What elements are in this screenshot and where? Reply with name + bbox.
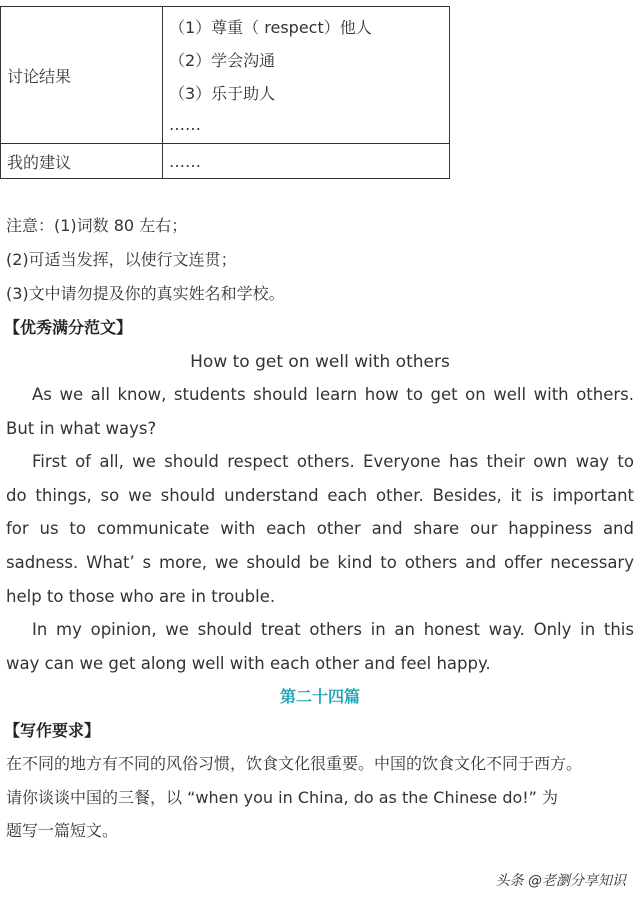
result-item: （3）乐于助人: [169, 83, 276, 103]
section-title: 第二十四篇: [279, 687, 360, 706]
essay-line: As we all know, students should learn how to get on well with others.: [32, 385, 634, 404]
essay-line: In my opinion, we should treat others in an honest way. Only in this: [32, 620, 634, 640]
results-cell: [163, 7, 450, 144]
essay-line: sadness. What’ s more, we should be kind to others and offer necessary: [6, 552, 634, 572]
requirement-line: 请你谈谈中国的三餐，以 “when you in China, do as the Chinese do!” 为: [6, 788, 559, 807]
requirement-line: 题写一篇短文。: [6, 821, 119, 840]
table-row: [1, 144, 450, 179]
watermark: 头条 @老瀏分享知识: [495, 873, 626, 889]
table-row: [1, 7, 450, 144]
note-line: (3)文中请勿提及你的真实姓名和学校。: [6, 284, 285, 303]
essay-header: 【优秀满分范文】: [4, 318, 133, 337]
row-label-results: 讨论结果: [1, 7, 163, 144]
result-item: （1）尊重（ respect）他人: [169, 17, 372, 37]
essay-line: First of all, we should respect others. Everyone has their own way to: [32, 452, 634, 472]
note-line: (2)可适当发挥，以使行文连贯；: [6, 250, 237, 269]
essay-line: do things, so we should understand each other. Besides, it is important: [6, 485, 634, 505]
row-label-suggestion: 我的建议: [1, 144, 163, 179]
note-line: 注意：(1)词数 80 左右；: [6, 216, 188, 235]
discussion-table: [0, 6, 450, 179]
essay-line: way can we get along well with each other and feel happy.: [6, 653, 491, 673]
essay-line: But in what ways?: [6, 418, 157, 438]
requirements-header: 【写作要求】: [4, 721, 101, 740]
result-item: ……: [169, 114, 201, 134]
essay-title: How to get on well with others: [190, 352, 450, 372]
essay-line: for us to communicate with each other and share our happiness and: [6, 519, 634, 539]
suggestion-cell: ……: [163, 144, 450, 179]
essay-body: [6, 378, 634, 680]
requirement-line: 在不同的地方有不同的风俗习惯，饮食文化很重要。中国的饮食文化不同于西方。: [6, 754, 583, 773]
essay-line: help to those who are in trouble.: [6, 586, 276, 606]
info-table: [0, 6, 450, 179]
result-item: （2）学会沟通: [169, 50, 276, 70]
